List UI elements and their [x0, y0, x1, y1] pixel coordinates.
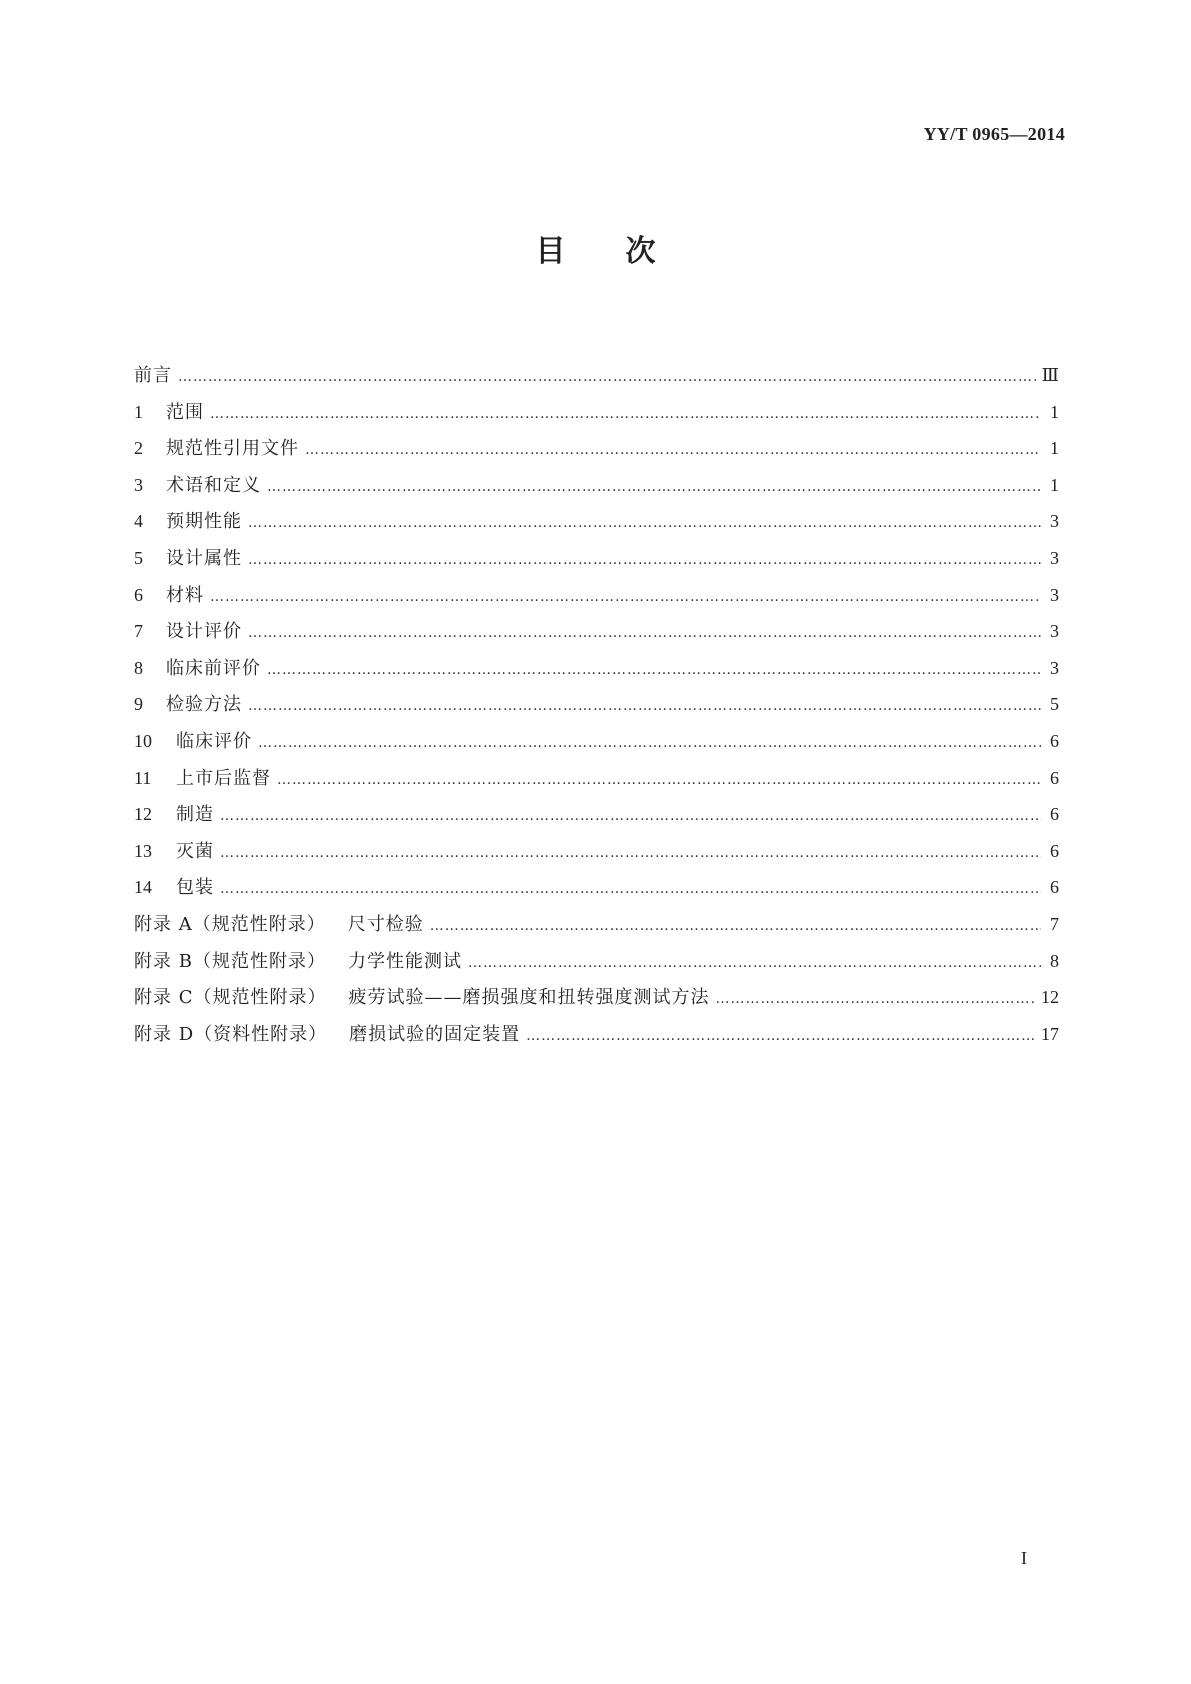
appendix-title: 磨损试验的固定装置 [349, 1023, 521, 1045]
toc-dot-leader [220, 798, 1041, 835]
toc-dot-leader [248, 505, 1041, 542]
toc-entry-label: 术语和定义 [166, 474, 261, 496]
appendix-prefix: 附录 C（规范性附录） [134, 987, 327, 1009]
toc-dot-leader [430, 908, 1041, 945]
toc-entry-label: 临床评价 [176, 730, 252, 752]
toc-entry-page: 1 [1050, 401, 1059, 422]
toc-entry-label: 预期性能 [166, 511, 242, 533]
toc-appendix-entry[interactable] [134, 943, 1059, 980]
toc-entry-page: 6 [1050, 804, 1059, 825]
toc-entry-label: 规范性引用文件 [166, 438, 299, 460]
toc-entry-label: 上市后监督 [176, 767, 271, 789]
toc-entry-label: 制造 [176, 804, 214, 826]
toc-entry-label: 临床前评价 [166, 657, 261, 679]
toc-entry[interactable] [134, 650, 1059, 687]
toc-appendix-entry[interactable] [134, 906, 1059, 943]
toc-entry-number: 11 [134, 767, 152, 788]
toc-dot-leader [716, 981, 1036, 1018]
toc-entry[interactable] [134, 796, 1059, 833]
toc-entry-page: 5 [1050, 694, 1059, 715]
title-char-1: 目 [535, 234, 566, 269]
toc-entry[interactable] [134, 760, 1059, 797]
toc-entry-label: 设计属性 [166, 547, 242, 569]
toc-entry[interactable] [134, 503, 1059, 540]
toc-entry-label: 前言 [134, 365, 172, 386]
toc-entry-number: 4 [134, 511, 143, 532]
toc-entry[interactable] [134, 723, 1059, 760]
toc-dot-leader [248, 688, 1041, 725]
toc-entry-number: 5 [134, 547, 143, 568]
toc-entry-preface[interactable] [134, 357, 1059, 394]
toc-dot-leader [258, 725, 1041, 762]
toc-entry[interactable] [134, 467, 1059, 504]
toc-entry-page: 6 [1050, 840, 1059, 861]
toc-entry[interactable] [134, 540, 1059, 577]
toc-dot-leader [267, 652, 1041, 689]
appendix-page: 8 [1050, 950, 1059, 971]
toc-dot-leader [468, 945, 1041, 982]
toc-dot-leader [210, 579, 1041, 616]
toc-entry-page: 6 [1050, 767, 1059, 788]
toc-entry-number: 12 [134, 804, 152, 825]
toc-entry[interactable] [134, 577, 1059, 614]
toc-dot-leader [220, 835, 1041, 872]
toc-entry[interactable] [134, 430, 1059, 467]
toc-entry-number: 7 [134, 621, 143, 642]
toc-entry[interactable] [134, 869, 1059, 906]
title-char-2: 次 [625, 234, 656, 269]
standard-code: YY/T 0965—2014 [923, 124, 1065, 144]
toc-entry-label: 设计评价 [166, 621, 242, 643]
table-of-contents [134, 357, 1059, 1052]
toc-entry[interactable] [134, 686, 1059, 723]
toc-entry[interactable] [134, 394, 1059, 431]
appendix-prefix: 附录 B（规范性附录） [134, 950, 326, 972]
appendix-page: 12 [1041, 987, 1059, 1008]
toc-entry-number: 10 [134, 730, 152, 751]
toc-dot-leader [305, 432, 1041, 469]
toc-entry-number: 2 [134, 438, 143, 459]
toc-dot-leader [526, 1018, 1035, 1055]
toc-entry-page: 6 [1050, 730, 1059, 751]
toc-entry-number: 13 [134, 840, 152, 861]
toc-entry-number: 6 [134, 584, 143, 605]
appendix-title: 尺寸检验 [347, 913, 424, 935]
toc-dot-leader [267, 469, 1041, 506]
toc-entry-label: 范围 [166, 401, 204, 423]
toc-dot-leader [220, 871, 1041, 908]
toc-entry-label: 检验方法 [166, 694, 242, 716]
toc-entry-page: Ⅲ [1041, 365, 1059, 385]
toc-entry-label: 灭菌 [176, 840, 214, 862]
toc-appendix-entry[interactable] [134, 979, 1059, 1016]
appendix-title: 疲劳试验——磨损强度和扭转强度测试方法 [348, 987, 710, 1009]
toc-appendix-entry[interactable] [134, 1016, 1059, 1053]
toc-entry-number: 8 [134, 657, 143, 678]
toc-entry-page: 3 [1050, 657, 1059, 678]
toc-dot-leader [210, 396, 1041, 433]
toc-entry[interactable] [134, 613, 1059, 650]
toc-dot-leader [178, 359, 1036, 396]
toc-entry-number: 3 [134, 474, 143, 495]
toc-dot-leader [277, 762, 1041, 799]
toc-entry-page: 3 [1050, 621, 1059, 642]
toc-entry-number: 14 [134, 877, 152, 898]
toc-entry-page: 3 [1050, 547, 1059, 568]
toc-entry-label: 包装 [176, 877, 214, 899]
toc-entry-label: 材料 [166, 584, 204, 606]
toc-entry-page: 3 [1050, 584, 1059, 605]
toc-entry-page: 1 [1050, 438, 1059, 459]
toc-entry-page: 3 [1050, 511, 1059, 532]
toc-entry-number: 1 [134, 401, 143, 422]
appendix-prefix: 附录 D（资料性附录） [134, 1023, 328, 1045]
appendix-page: 17 [1041, 1023, 1059, 1044]
page-title [0, 226, 1191, 270]
appendix-prefix: 附录 A（规范性附录） [134, 913, 326, 935]
appendix-page: 7 [1050, 913, 1059, 934]
toc-dot-leader [248, 615, 1041, 652]
toc-entry-number: 9 [134, 694, 143, 715]
page-number: I [1021, 1548, 1027, 1568]
toc-entry-page: 6 [1050, 877, 1059, 898]
toc-entry[interactable] [134, 833, 1059, 870]
toc-entry-page: 1 [1050, 474, 1059, 495]
appendix-title: 力学性能测试 [347, 950, 462, 972]
toc-dot-leader [248, 542, 1041, 579]
